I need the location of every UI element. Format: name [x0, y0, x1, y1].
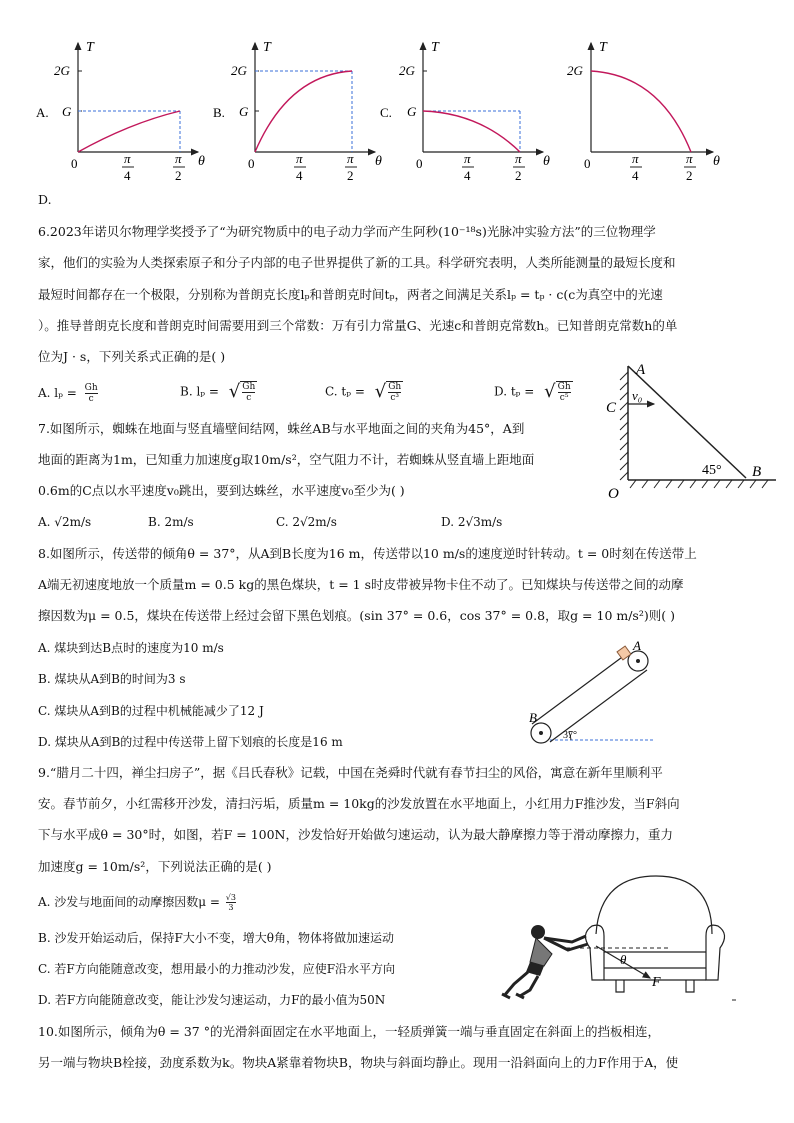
q8-option-c: C. 煤块从A到B的过程中机械能减少了12 J: [38, 704, 264, 718]
q9-option-d: D. 若F方向能随意改变，能让沙发匀速运动，力F的最小值为50N: [38, 993, 386, 1007]
q6-line-1: 6.2023年诺贝尔物理学奖授予了“为研究物质中的电子动力学而产生阿秒(10⁻¹⁸s)光脉冲实验方法”的三位物理学: [38, 224, 656, 239]
svg-text:2G: 2G: [399, 63, 415, 78]
svg-text:4: 4: [464, 168, 471, 183]
q6-option-b: B. lₚ = √ $\frac{Gh}{c}$: [180, 381, 256, 403]
graphs-svg: [30, 35, 730, 185]
q7-line-3: 0.6m的C点以水平速度v₀跳出，要到达蛛丝，水平速度v₀至少为( ): [38, 483, 405, 498]
q8-line-1: 8.如图所示，传送带的倾角θ = 37°，从A到B长度为16 m，传送带以10 m/s的速度逆时针转动。t = 0时刻在传送带上: [38, 546, 697, 561]
svg-text:π: π: [464, 151, 471, 166]
q9-figure: [500, 872, 740, 1004]
q6-line-2: 家，他们的实验为人类探索原子和分子内部的电子世界提供了新的工具。科学研究表明，人类所能测量的最短长度和: [38, 255, 676, 270]
q7-fig-b: B: [752, 464, 762, 480]
svg-text:4: 4: [296, 168, 303, 183]
svg-text:T: T: [263, 40, 271, 55]
q7-fig-v0: v₀: [632, 388, 643, 403]
q6-line-4: ）。推导普朗克长度和普朗克时间需要用到三个常数：万有引力常量G、光速c和普朗克常数h。已知普朗克常数h的单: [38, 318, 678, 333]
svg-text:θ: θ: [375, 154, 382, 169]
q9-line-4: 加速度g = 10m/s²，下列说法正确的是( ): [38, 859, 272, 874]
svg-text:π: π: [515, 151, 522, 166]
svg-text:4: 4: [632, 168, 639, 183]
q9-line-3: 下与水平成θ = 30°时，如图，若F = 100N，沙发恰好开始做匀速运动，认为最大静摩擦力等于滑动摩擦力，重力: [38, 827, 673, 842]
graph-a-g: G: [62, 104, 72, 119]
q7-fig-a: A: [636, 362, 646, 378]
svg-text:T: T: [431, 40, 439, 55]
q7-option-a: A. √2m/s: [38, 515, 92, 529]
svg-text:G: G: [407, 104, 417, 119]
q9-fig-f: F: [652, 975, 661, 990]
svg-text:π: π: [632, 151, 639, 166]
svg-text:2: 2: [347, 168, 354, 183]
q8-option-d: D. 煤块从A到B的过程中传送带上留下划痕的长度是16 m: [38, 735, 343, 749]
q9-fig-theta: θ: [620, 952, 627, 967]
svg-text:G: G: [239, 104, 249, 119]
graph-a-zero: 0: [71, 156, 78, 171]
svg-text:θ: θ: [713, 154, 720, 169]
q7-figure: [596, 352, 786, 502]
svg-text:2: 2: [515, 168, 522, 183]
svg-text:2G: 2G: [231, 63, 247, 78]
q10-line-1: 10.如图所示，倾角为θ = 37 °的光滑斜面固定在水平地面上，一轻质弹簧一端与垂直固定在斜面上的挡板相连，: [38, 1024, 660, 1039]
svg-text:4: 4: [124, 168, 131, 183]
q7-option-b: B. 2m/s: [148, 515, 194, 529]
q8-option-b: B. 煤块从A到B的时间为3 s: [38, 672, 186, 686]
graph-a: [36, 40, 205, 183]
q9-option-b: B. 沙发开始运动后，保持F大小不变，增大θ角，物体将做加速运动: [38, 931, 395, 945]
svg-text:2: 2: [686, 168, 693, 183]
q8-line-3: 擦因数为μ = 0.5，煤块在传送带上经过会留下黑色划痕。(sin 37° = 0.6，cos 37° = 0.8，取g = 10 m/s²)则( ): [38, 608, 675, 623]
q6-option-a: A. lₚ = $\frac{Gh}{c}$: [38, 383, 98, 404]
q7-option-d: D. 2√3m/s: [441, 515, 503, 529]
q9-option-c: C. 若F方向能随意改变，想用最小的力推动沙发，应使F沿水平方向: [38, 962, 396, 976]
q8-line-2: A端无初速度地放一个质量m = 0.5 kg的黑色煤块，t = 1 s时皮带被异物卡住不动了。已知煤块与传送带之间的动摩: [38, 577, 684, 592]
q7-fig-angle: 45°: [702, 463, 722, 478]
q6-line-5: 位为J · s，下列关系式正确的是( ): [38, 349, 226, 364]
svg-text:0: 0: [584, 156, 591, 171]
q9-option-a: A. 沙发与地面间的动摩擦因数μ = $\frac{√3}{3}$: [38, 893, 236, 912]
person-pushing: [502, 925, 588, 998]
svg-text:0: 0: [416, 156, 423, 171]
q8-figure: [525, 636, 665, 748]
graph-d-letter: D.: [38, 192, 52, 207]
graph-b-letter: B.: [213, 105, 225, 120]
q9-line-2: 安。春节前夕，小红需移开沙发，清扫污垢，质量m = 10kg的沙发放置在水平地面上，小红用力F推沙发，当F斜向: [38, 796, 680, 811]
q10-line-2: 另一端与物块B栓接，劲度系数为k。物块A紧靠着物块B，物块与斜面均静止。现用一沿斜面向上的力F作用于A，使: [38, 1055, 679, 1070]
q6-option-d: D. tₚ = √ $\frac{Gh}{\text{c⁵}}$: [494, 381, 571, 403]
svg-text:π: π: [686, 151, 693, 166]
q7-fig-o: O: [608, 486, 619, 502]
q6-option-c: C. tₚ = √ $\frac{Gh}{\text{c³}}$: [325, 381, 402, 403]
graph-a-axis-x: θ: [198, 154, 205, 169]
svg-text:θ: θ: [543, 154, 550, 169]
graph-a-2g: 2G: [54, 63, 70, 78]
svg-text:0: 0: [248, 156, 255, 171]
graph-a-axis-y: T: [86, 40, 94, 55]
svg-text:2: 2: [175, 168, 182, 183]
svg-text:π: π: [175, 151, 182, 166]
graph-c-letter: C.: [380, 105, 392, 120]
q6-line-3: 最短时间都存在一个极限，分别称为普朗克长度lₚ和普朗克时间tₚ，两者之间满足关系lₚ = tₚ · c(c为真空中的光速: [38, 287, 663, 302]
graph-c: [380, 40, 550, 183]
q7-fig-c: C: [606, 400, 617, 416]
svg-text:π: π: [347, 151, 354, 166]
q8-fig-b: B: [529, 710, 537, 725]
graph-b: [213, 40, 382, 183]
q9-line-1: 9.“腊月二十四，禅尘扫房子”，据《吕氏春秋》记载，中国在尧舜时代就有春节扫尘的风俗，寓意在新年里顺利平: [38, 765, 663, 780]
graph-options-row: [30, 35, 730, 185]
svg-text:2G: 2G: [567, 63, 583, 78]
svg-text:T: T: [599, 40, 607, 55]
q8-fig-a: A: [633, 638, 641, 653]
q7-line-2: 地面的距离为1m，已知重力加速度g取10m/s²，空气阻力不计，若蜘蛛从竖直墙上距地面: [38, 452, 535, 467]
q8-option-a: A. 煤块到达B点时的速度为10 m/s: [38, 641, 224, 655]
q7-option-c: C. 2√2m/s: [276, 515, 337, 529]
graph-d: [567, 40, 720, 183]
q7-line-1: 7.如图所示，蜘蛛在地面与竖直墙壁间结网，蛛丝AB与水平地面之间的夹角为45°，A到: [38, 421, 525, 436]
svg-text:π: π: [124, 151, 131, 166]
graph-a-letter: A.: [36, 105, 49, 120]
q8-fig-angle: 37°: [563, 730, 577, 741]
svg-text:π: π: [296, 151, 303, 166]
